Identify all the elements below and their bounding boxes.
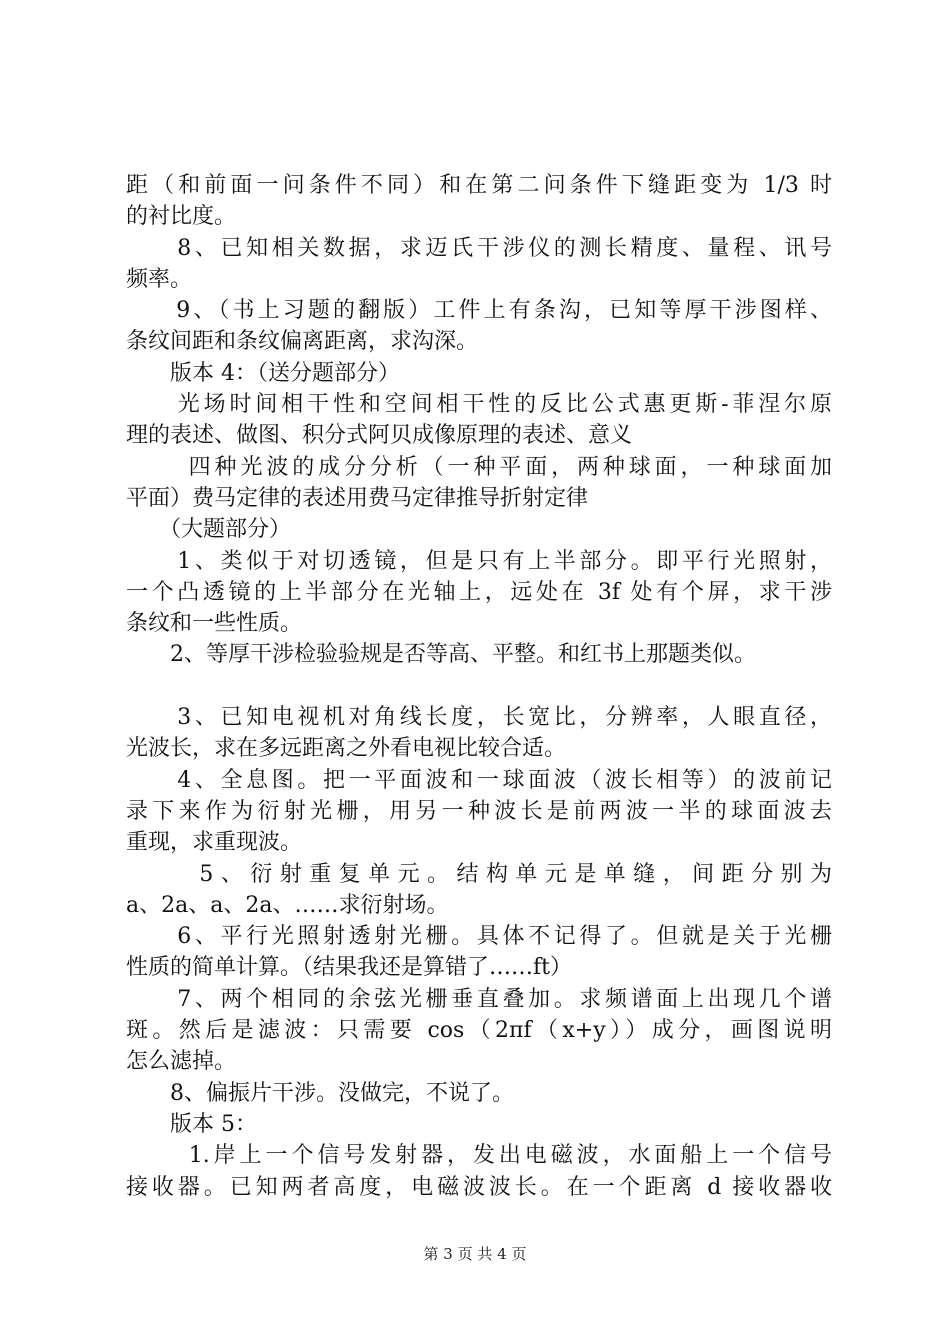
text-line: 8、已知相关数据，求迈氏干涉仪的测长精度、量程、讯号 (126, 235, 832, 261)
text-line: 斑。然后是滤波：只需要 cos（2πf（x+y））成分，画图说明 (126, 1018, 832, 1044)
text-line: 版本 5： (126, 1111, 257, 1137)
text-line: 4、全息图。把一平面波和一球面波（波长相等）的波前记 (126, 767, 832, 793)
text-line: 1、类似于对切透镜，但是只有上半部分。即平行光照射， (126, 548, 832, 574)
text-line: 版本 4：（送分题部分） (126, 360, 400, 386)
text-line: 平面）费马定律的表述用费马定律推导折射定律 (126, 485, 589, 511)
text-line: 的衬比度。 (126, 204, 237, 230)
text-line: 理的表述、做图、积分式阿贝成像原理的表述、意义 (126, 423, 633, 449)
text-line: 接收器。已知两者高度，电磁波波长。在一个距离 d 接收器收 (126, 1174, 832, 1200)
text-line: 一个凸透镜的上半部分在光轴上，远处在 3f 处有个屏，求干涉 (126, 579, 832, 605)
text-line: 距（和前面一问条件不同）和在第二问条件下缝距变为 1/3 时 (126, 173, 832, 198)
text-line: 条纹间距和条纹偏离距离，求沟深。 (126, 329, 479, 355)
document-body (126, 170, 832, 1203)
text-line: 怎么滤掉。 (126, 1049, 237, 1075)
text-line: 条纹和一些性质。 (126, 611, 303, 637)
page-footer: 第 3 页 共 4 页 (423, 1245, 527, 1263)
text-line: （大题部分） (126, 517, 292, 543)
text-line (126, 671, 832, 702)
text-line: 频率。 (126, 266, 193, 292)
text-line: 1.岸上一个信号发射器，发出电磁波，水面船上一个信号 (126, 1143, 832, 1169)
text-line: 重现，求重现波。 (126, 830, 303, 856)
text-line: a、2a、a、2a、……求衍射场。 (126, 892, 449, 918)
text-line: 8、偏振片干涉。没做完，不说了。 (126, 1080, 514, 1106)
text-line: 7、两个相同的余弦光栅垂直叠加。求频谱面上出现几个谱 (126, 986, 832, 1012)
text-line: 录下来作为衍射光栅，用另一种波长是前两波一半的球面波去 (126, 798, 832, 824)
text-line: 9、（书上习题的翻版）工件上有条沟，已知等厚干涉图样、 (126, 298, 832, 324)
text-line: 四种光波的成分分析（一种平面，两种球面，一种球面加 (126, 454, 832, 480)
text-line: 6、平行光照射透射光栅。具体不记得了。但就是关于光栅 (126, 924, 832, 950)
text-line: 5、衍射重复单元。结构单元是单缝，间距分别为 (126, 861, 832, 887)
text-line: 2、等厚干涉检验验规是否等高、平整。和红书上那题类似。 (126, 642, 756, 668)
text-line: 光波长，求在多远距离之外看电视比较合适。 (126, 736, 567, 762)
text-line: 性质的简单计算。（结果我还是算错了……ft） (126, 955, 572, 981)
text-line: 3、已知电视机对角线长度，长宽比，分辨率，人眼直径， (126, 705, 832, 731)
text-line: 光场时间相干性和空间相干性的反比公式惠更斯-菲涅尔原 (126, 392, 832, 418)
